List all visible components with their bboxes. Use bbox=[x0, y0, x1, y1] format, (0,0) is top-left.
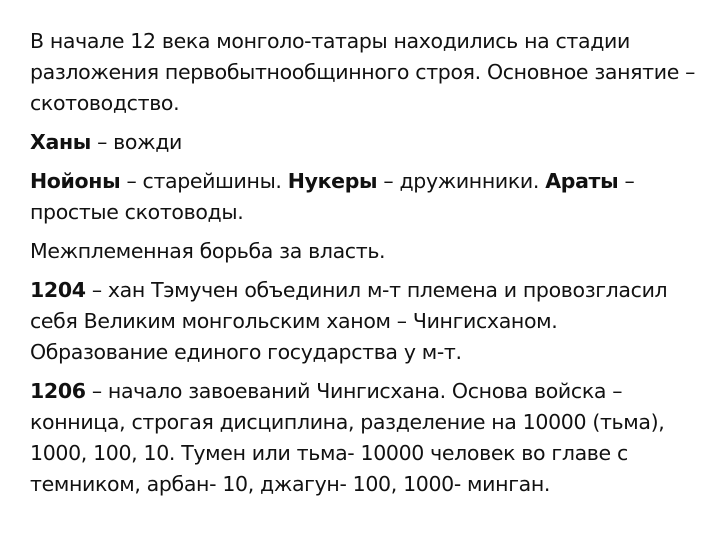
paragraph-power-struggle-text: Межплеменная борьба за власть. bbox=[30, 239, 386, 263]
paragraph-intro bbox=[30, 26, 698, 119]
term-nukers: Нукеры bbox=[287, 169, 378, 193]
slide-text-body bbox=[30, 26, 698, 508]
term-noyons: Нойоны bbox=[30, 169, 121, 193]
paragraph-social-groups bbox=[30, 166, 698, 228]
definition-noyons: – старейшины. bbox=[120, 169, 288, 193]
paragraph-1206 bbox=[30, 376, 698, 500]
year-1204: 1204 bbox=[30, 278, 86, 302]
event-1204-text: – хан Тэмучен объединил м-т племена и провозгласил себя Великим монгольским ханом – Чингисханом. Образование единого государства у м-т. bbox=[30, 278, 668, 364]
paragraph-khans bbox=[30, 127, 698, 158]
term-khans: Ханы bbox=[30, 130, 91, 154]
paragraph-power-struggle bbox=[30, 236, 698, 267]
definition-nukers: – дружинники. bbox=[377, 169, 546, 193]
paragraph-1204 bbox=[30, 275, 698, 368]
term-arats: Араты bbox=[545, 169, 619, 193]
paragraph-intro-text: В начале 12 века монголо-татары находились на стадии разложения первобытнообщинного строя. Основное занятие – скотоводство. bbox=[30, 29, 696, 115]
definition-arats: – простые скотоводы. bbox=[30, 169, 635, 224]
event-1206-text: – начало завоеваний Чингисхана. Основа войска – конница, строгая дисциплина, разделение на 10000 (тьма), 1000, 100, 10. Тумен или тьма- 10000 человек во главе с темником, арбан- 10, джагун- 100, 1000- минган. bbox=[30, 379, 665, 496]
year-1206: 1206 bbox=[30, 379, 86, 403]
definition-khans: – вожди bbox=[90, 130, 183, 154]
